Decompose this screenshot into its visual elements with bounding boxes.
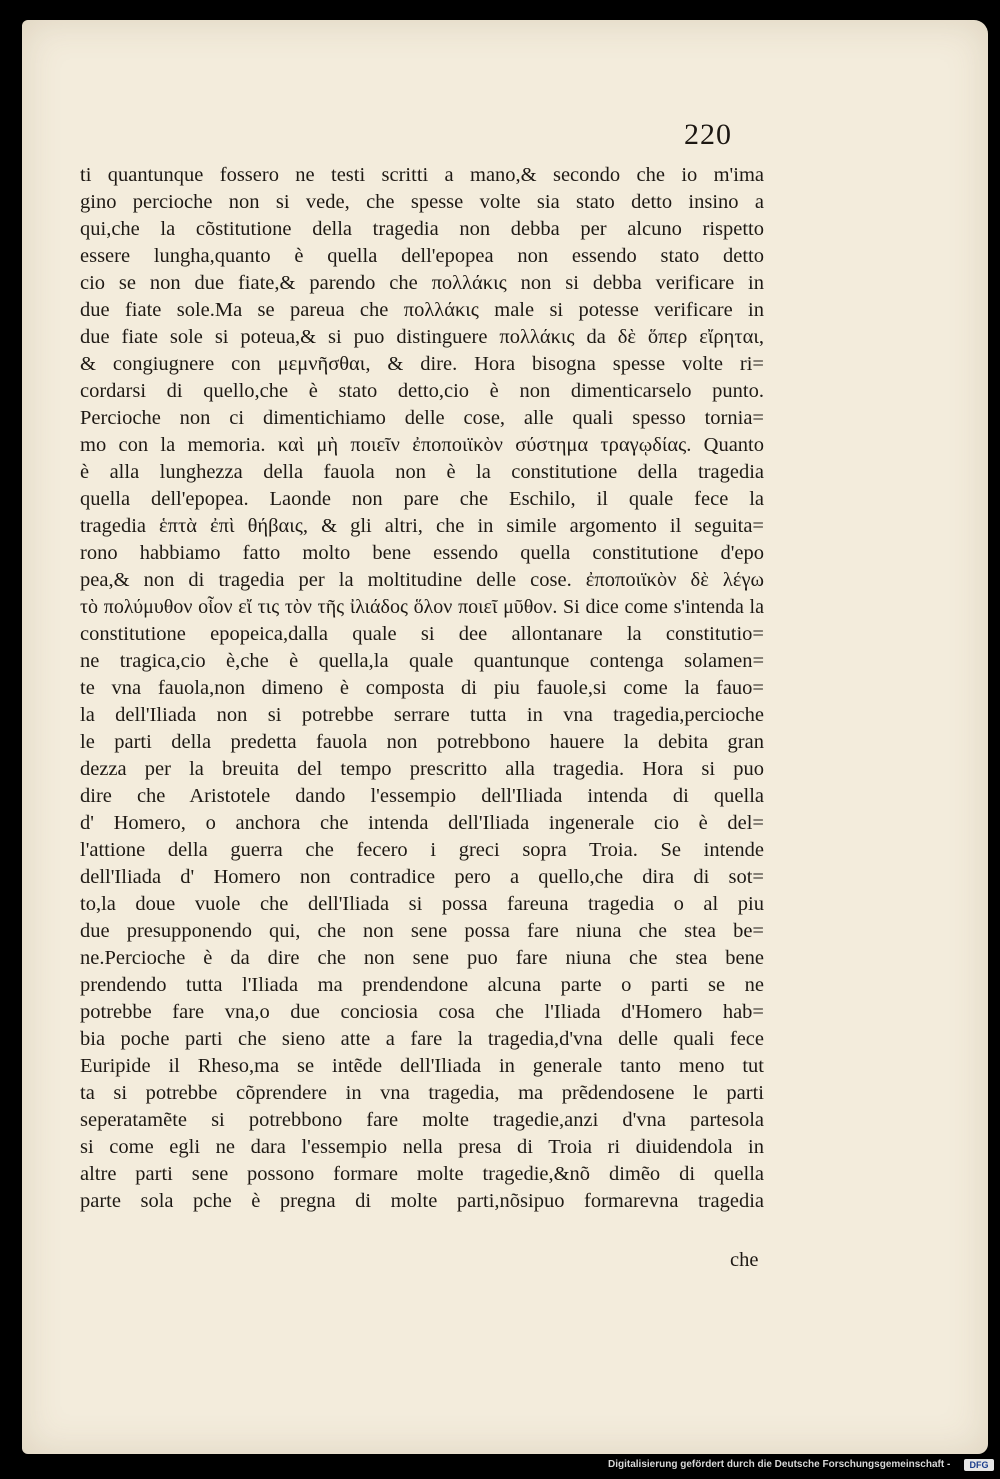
text-line: la dell'Iliada non si potrebbe serrare tutta in vna tragedia,percioche [80, 704, 764, 726]
text-line: ne tragica,cio è,che è quella,la quale quantunque contenga solamen= [80, 650, 764, 672]
text-line: quella dell'epopea. Laonde non pare che Eschilo, il quale fece la [80, 488, 764, 510]
text-line: to,la doue vuole che dell'Iliada si possa fareuna tragedia o al piu [80, 893, 764, 915]
text-line: te vna fauola,non dimeno è composta di piu fauole,si come la fauo= [80, 677, 764, 699]
text-line: seperatamẽte si potrebbono fare molte tragedie,anzi d'vna partesola [80, 1109, 764, 1131]
page-number: 220 [684, 118, 732, 151]
text-line: cio se non due fiate,& parendo che πολλάκις non si debba verificare in [80, 272, 764, 294]
text-line: rono habbiamo fatto molto bene essendo quella constitutione d'epo [80, 542, 764, 564]
dfg-logo: DFG [964, 1459, 994, 1471]
body-text [80, 162, 764, 1215]
text-line: due fiate sole.Ma se pareua che πολλάκις male si potesse verificare in [80, 299, 764, 321]
text-line: due presupponendo qui, che non sene possa fare niuna che stea be= [80, 920, 764, 942]
text-line: cordarsi di quello,che è stato detto,cio è non dimenticarselo punto. [80, 380, 764, 402]
digitization-credit: Digitalisierung gefördert durch die Deutsche Forschungsgemeinschaft - [608, 1459, 951, 1470]
text-line: constitutione epopeica,dalla quale si dee allontanare la constitutio= [80, 623, 764, 645]
text-line: parte sola pche è pregna di molte parti,nõsipuo formarevna tragedia [80, 1190, 764, 1212]
text-line: le parti della predetta fauola non potrebbono hauere la debita gran [80, 731, 764, 753]
text-line: l'attione della guerra che fecero i greci sopra Troia. Se intende [80, 839, 764, 861]
catchword: che [730, 1249, 759, 1271]
text-line: τὸ πολύμυθον οἷον εἴ τις τὸν τῆς ἰλιάδος ὅλον ποιεῖ μῦθον. Si dice come s'intenda la [80, 596, 764, 618]
text-line: altre parti sene possono formare molte tragedie,&nõ dimẽo di quella [80, 1163, 764, 1185]
text-line: prendendo tutta l'Iliada ma prendendone alcuna parte o parti se ne [80, 974, 764, 996]
text-line: ta si potrebbe cõprendere in vna tragedia, ma prẽdendosene le parti [80, 1082, 764, 1104]
text-line: essere lungha,quanto è quella dell'epopea non essendo stato detto [80, 245, 764, 267]
text-line: Euripide il Rheso,ma se intẽde dell'Iliada in generale tanto meno tut [80, 1055, 764, 1077]
text-line: pea,& non di tragedia per la moltitudine delle cose. ἐποποιϊκὸν δὲ λέγω [80, 569, 764, 591]
text-line: tragedia ἑπτὰ ἐπὶ θήβαις, & gli altri, che in simile argomento il seguita= [80, 515, 764, 537]
text-line: qui,che la cõstitutione della tragedia non debba per alcuno rispetto [80, 218, 764, 240]
text-line: bia poche parti che sieno atte a fare la tragedia,d'vna delle quali fece [80, 1028, 764, 1050]
text-line: si come egli ne dara l'essempio nella presa di Troia ri diuidendola in [80, 1136, 764, 1158]
book-page [22, 20, 988, 1454]
text-line: è alla lunghezza della fauola non è la constitutione della tragedia [80, 461, 764, 483]
text-line: Percioche non ci dimentichiamo delle cose, alle quali spesso tornia= [80, 407, 764, 429]
text-line: dell'Iliada d' Homero non contradice pero a quello,che dira di sot= [80, 866, 764, 888]
text-line: potrebbe fare vna,o due conciosia cosa che l'Iliada d'Homero hab= [80, 1001, 764, 1023]
text-line: ne.Percioche è da dire che non sene puo fare niuna che stea bene [80, 947, 764, 969]
text-line: ti quantunque fossero ne testi scritti a mano,& secondo che io m'ima [80, 164, 764, 186]
text-line: due fiate sole si poteua,& si puo distinguere πολλάκις da δὲ ὅπερ εἴρηται, [80, 326, 764, 348]
text-line: d' Homero, o anchora che intenda dell'Iliada ingenerale cio è del= [80, 812, 764, 834]
text-line: mo con la memoria. καὶ μὴ ποιεῖν ἐποποιϊκὸν σύστημα τραγῳδίας. Quanto [80, 434, 764, 456]
text-line: gino percioche non si vede, che spesse volte sia stato detto insino a [80, 191, 764, 213]
text-line: dire che Aristotele dando l'essempio dell'Iliada intenda di quella [80, 785, 764, 807]
text-line: dezza per la breuita del tempo prescritto alla tragedia. Hora si puo [80, 758, 764, 780]
text-line: & congiugnere con μεμνῆσθαι, & dire. Hora bisogna spesse volte ri= [80, 353, 764, 375]
